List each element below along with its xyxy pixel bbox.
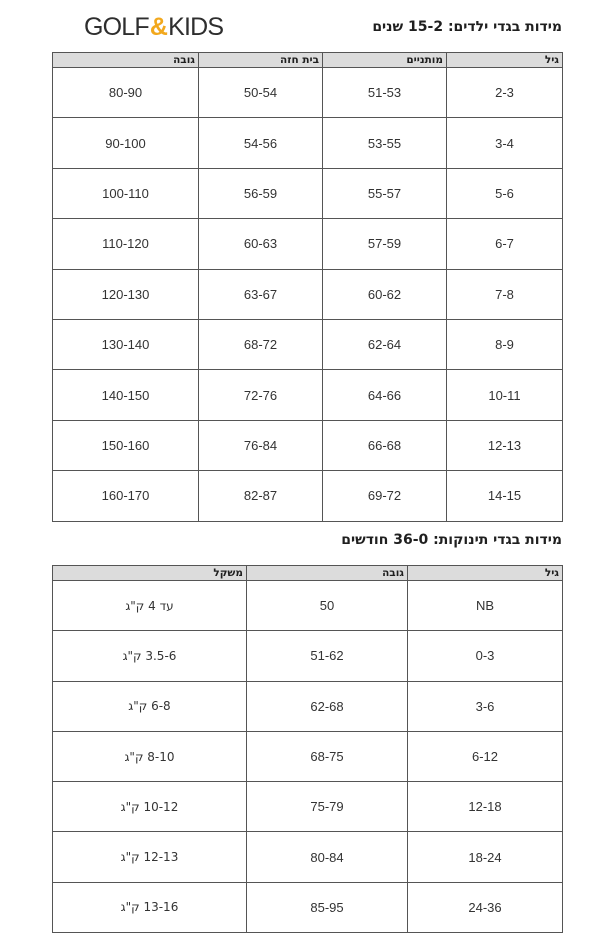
table-row [53, 68, 563, 118]
table-row [53, 319, 563, 369]
cell-height: 110-120 [53, 219, 199, 269]
cell-age: 6-12 [408, 731, 563, 781]
cell-height: 50 [247, 581, 408, 631]
cell-height: 140-150 [53, 370, 199, 420]
table-row [53, 631, 563, 681]
cell-waist: 64-66 [323, 370, 447, 420]
cell-height: 68-75 [247, 731, 408, 781]
logo-text-kids: KIDS [168, 12, 224, 41]
cell-chest: 54-56 [199, 118, 323, 168]
cell-waist: 66-68 [323, 420, 447, 470]
cell-waist: 55-57 [323, 168, 447, 218]
baby-size-table [52, 565, 563, 933]
cell-height: 150-160 [53, 420, 199, 470]
cell-age: 14-15 [447, 471, 563, 521]
cell-height: 85-95 [247, 882, 408, 932]
cell-chest: 50-54 [199, 68, 323, 118]
cell-height: 62-68 [247, 681, 408, 731]
cell-weight: 12-13 ק"ג [53, 832, 247, 882]
cell-age: 12-18 [408, 782, 563, 832]
logo-ampersand: & [149, 12, 168, 41]
cell-chest: 60-63 [199, 219, 323, 269]
header-height: גובה [247, 566, 408, 581]
cell-chest: 56-59 [199, 168, 323, 218]
header-age: גיל [408, 566, 563, 581]
cell-weight: 6-8 ק"ג [53, 681, 247, 731]
header-chest: בית חזה [199, 53, 323, 68]
table-row [53, 471, 563, 521]
cell-age: 24-36 [408, 882, 563, 932]
cell-age: 12-13 [447, 420, 563, 470]
cell-height: 80-90 [53, 68, 199, 118]
cell-age: 3-4 [447, 118, 563, 168]
baby-sizes-title: מידות בגדי תינוקות: 36-0 חודשים [341, 532, 562, 548]
cell-height: 80-84 [247, 832, 408, 882]
cell-chest: 68-72 [199, 319, 323, 369]
table-row [53, 782, 563, 832]
cell-waist: 62-64 [323, 319, 447, 369]
cell-waist: 57-59 [323, 219, 447, 269]
cell-age: 8-9 [447, 319, 563, 369]
table-row [53, 269, 563, 319]
cell-weight: עד 4 ק"ג [53, 581, 247, 631]
table-row [53, 118, 563, 168]
cell-age: 6-7 [447, 219, 563, 269]
logo-text-golf: GOLF [84, 12, 149, 41]
cell-waist: 60-62 [323, 269, 447, 319]
cell-height: 90-100 [53, 118, 199, 168]
kids-size-table [52, 52, 563, 522]
cell-age: 0-3 [408, 631, 563, 681]
cell-age: 18-24 [408, 832, 563, 882]
cell-chest: 63-67 [199, 269, 323, 319]
table-header-row [53, 566, 563, 581]
brand-logo [84, 12, 223, 42]
table-row [53, 681, 563, 731]
cell-age: NB [408, 581, 563, 631]
header-age: גיל [447, 53, 563, 68]
cell-chest: 72-76 [199, 370, 323, 420]
cell-height: 51-62 [247, 631, 408, 681]
table-row [53, 168, 563, 218]
kids-sizes-title: מידות בגדי ילדים: 15-2 שנים [372, 19, 562, 35]
cell-age: 7-8 [447, 269, 563, 319]
cell-height: 160-170 [53, 471, 199, 521]
cell-age: 10-11 [447, 370, 563, 420]
cell-height: 130-140 [53, 319, 199, 369]
table-row [53, 832, 563, 882]
cell-waist: 53-55 [323, 118, 447, 168]
cell-waist: 51-53 [323, 68, 447, 118]
cell-age: 2-3 [447, 68, 563, 118]
cell-chest: 82-87 [199, 471, 323, 521]
cell-age: 3-6 [408, 681, 563, 731]
header-weight: משקל [53, 566, 247, 581]
cell-waist: 69-72 [323, 471, 447, 521]
table-row [53, 420, 563, 470]
header-waist: מותניים [323, 53, 447, 68]
cell-chest: 76-84 [199, 420, 323, 470]
cell-height: 100-110 [53, 168, 199, 218]
table-row [53, 731, 563, 781]
cell-height: 120-130 [53, 269, 199, 319]
table-row [53, 882, 563, 932]
header-height: גובה [53, 53, 199, 68]
cell-weight: 10-12 ק"ג [53, 782, 247, 832]
table-row [53, 370, 563, 420]
table-header-row [53, 53, 563, 68]
cell-height: 75-79 [247, 782, 408, 832]
cell-weight: 8-10 ק"ג [53, 731, 247, 781]
cell-weight: 3.5-6 ק"ג [53, 631, 247, 681]
cell-weight: 13-16 ק"ג [53, 882, 247, 932]
cell-age: 5-6 [447, 168, 563, 218]
table-row [53, 581, 563, 631]
table-row [53, 219, 563, 269]
